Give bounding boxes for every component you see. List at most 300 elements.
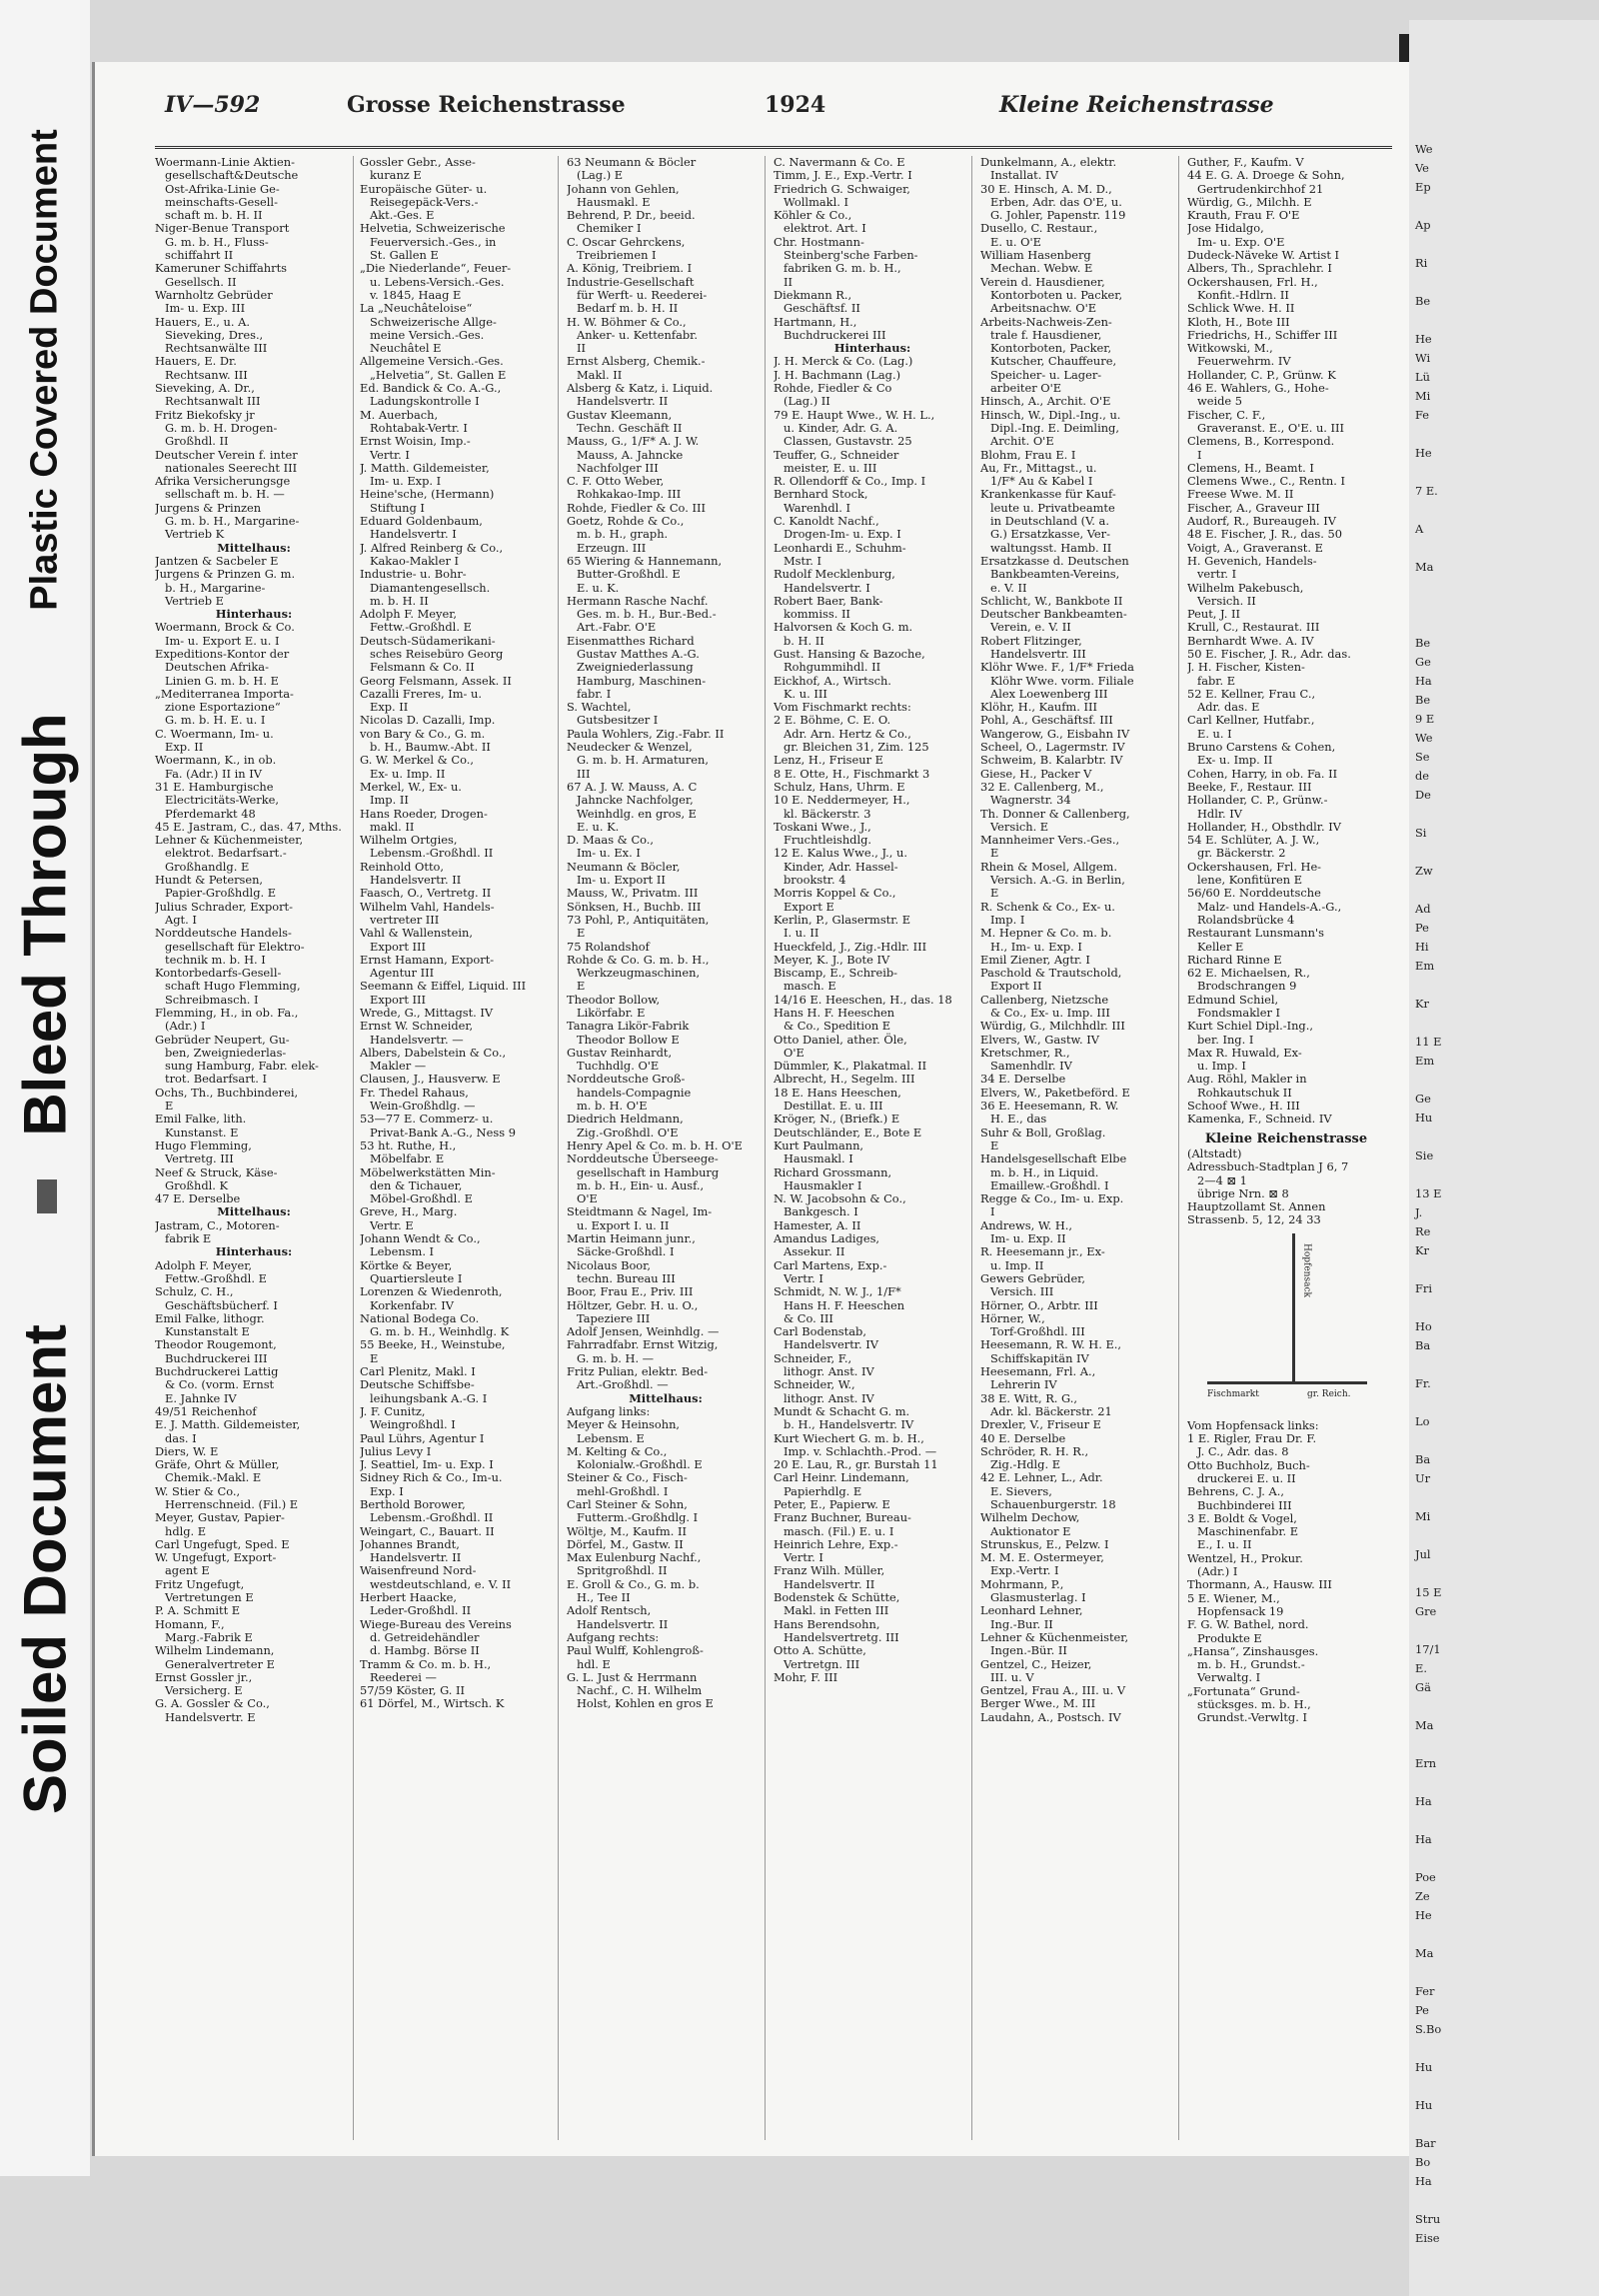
label-separator <box>37 1179 57 1213</box>
section-heading: Hinterhaus: <box>833 341 911 356</box>
entry-continuation: u. Kinder, Adr. G. A. <box>784 420 898 435</box>
entry-continuation: Großhdl. K <box>165 1177 229 1192</box>
entry-continuation: Vertr. I <box>784 1550 823 1565</box>
entry-continuation: Vertrieb K <box>165 527 225 542</box>
directory-entry: (Altstadt) <box>1187 1146 1242 1160</box>
entry-continuation: Handelsvertr. II <box>577 1616 669 1631</box>
directory-entry: Martin Heimann junr., <box>567 1231 696 1246</box>
directory-entry: C. Oscar Gehrckens, <box>567 234 686 249</box>
directory-entry: Nicolas D. Cazalli, Imp. <box>360 713 496 728</box>
edge-fragment <box>1409 805 1599 824</box>
directory-entry: Timm, J. E., Exp.-Vertr. I <box>774 168 912 183</box>
directory-entry: Au, Fr., Mittagst., u. <box>980 460 1097 475</box>
entry-continuation: makl. II <box>370 819 415 834</box>
directory-entry: Jastram, C., Motoren- <box>155 1217 280 1232</box>
directory-entry: Carl Plenitz, Makl. I <box>360 1364 476 1379</box>
directory-entry: Elvers, W., Paketbeförd. E <box>980 1085 1130 1100</box>
edge-fragment <box>1409 539 1599 558</box>
directory-entry: P. A. Schmitt E <box>155 1603 241 1618</box>
directory-entry: Gossler Gebr., Asse- <box>360 156 476 169</box>
directory-entry: Klöhr, H., Kaufm. III <box>980 700 1097 715</box>
directory-entry: Rohde, Fiedler & Co <box>774 381 892 396</box>
entry-continuation: E. u. K. <box>577 819 620 834</box>
entry-continuation: Mstr. I <box>784 553 822 568</box>
directory-entry: Homann, F., <box>155 1616 225 1631</box>
entry-continuation: Geschäftsbücherf. I <box>165 1297 278 1312</box>
directory-entry: 48 E. Fischer, J. R., das. 50 <box>1187 527 1342 542</box>
entry-continuation: H., Tee II <box>577 1590 631 1605</box>
directory-entry: Fritz Pulian, elektr. Bed- <box>567 1364 709 1379</box>
edge-fragment: Ad <box>1415 902 1431 916</box>
entry-continuation: Handelsvertr. II <box>577 394 669 409</box>
edge-fragment: De <box>1415 788 1431 802</box>
entry-continuation: Im- u. Exp. I <box>370 474 442 489</box>
directory-entry: Sieveking, A. Dr., <box>155 381 255 396</box>
entry-continuation: Vertretgn. III <box>784 1656 860 1671</box>
directory-entry: Schneider, F., <box>774 1350 852 1365</box>
directory-entry: Neef & Struck, Käse- <box>155 1164 278 1179</box>
directory-entry: Jose Hidalgo, <box>1187 221 1264 236</box>
map-label-street: Hopfensack <box>1301 1242 1312 1297</box>
entry-continuation: leute u. Privatbeamte <box>990 500 1115 515</box>
entry-continuation: Möbelfabr. E <box>370 1151 445 1166</box>
bleed-through-label: Bleed Through <box>11 713 79 1137</box>
directory-year: 1924 <box>765 92 826 118</box>
entry-continuation: Herrenschneid. (Fil.) E <box>165 1496 299 1511</box>
entry-continuation: d. Hambg. Börse II <box>370 1643 480 1658</box>
directory-entry: Teuffer, G., Schneider <box>774 447 899 462</box>
directory-entry: 53 ht. Ruthe, H., <box>360 1138 457 1152</box>
entry-continuation: in Deutschland (V. a. <box>990 514 1109 529</box>
directory-entry: Clemens Wwe., C., Rentn. I <box>1187 474 1345 489</box>
directory-entry: Diedrich Heldmann, <box>567 1112 684 1127</box>
edge-fragment: Ha <box>1415 1832 1432 1846</box>
entry-continuation: Marg.-Fabrik E <box>165 1629 253 1644</box>
map-street-line <box>1292 1233 1295 1383</box>
edge-fragment: Ep <box>1415 180 1431 194</box>
directory-entry: Mohrmann, P., <box>980 1576 1064 1591</box>
edge-fragment <box>1409 1431 1599 1450</box>
directory-entry: Wilhelm Dechow, <box>980 1510 1080 1525</box>
entry-continuation: m. b. H., Ein- u. Ausf., <box>577 1177 705 1192</box>
entry-continuation: Hausmakl. E <box>577 194 651 209</box>
entry-continuation: sches Reisebüro Georg <box>370 646 504 661</box>
entry-continuation: Korkenfabr. IV <box>370 1297 454 1312</box>
directory-entry: Kamenka, F., Schneid. IV <box>1187 1112 1332 1127</box>
directory-entry: Schoof Wwe., H. III <box>1187 1099 1300 1114</box>
entry-continuation: Vertr. E <box>370 1217 414 1232</box>
directory-entry: Allgemeine Versich.-Ges. <box>360 354 504 369</box>
directory-entry: Hinsch, W., Dipl.-Ing., u. <box>980 407 1121 422</box>
entry-continuation: Brodschrangen 9 <box>1197 979 1297 994</box>
entry-continuation: Ost-Afrika-Linie Ge- <box>165 181 280 196</box>
directory-entry: Adolph F. Meyer, <box>155 1257 253 1272</box>
edge-fragment: Bo <box>1415 2155 1431 2169</box>
directory-entry: Kloth, H., Bote III <box>1187 314 1290 329</box>
directory-entry: Dümmler, K., Plakatmal. II <box>774 1059 927 1074</box>
directory-entry: Boor, Frau E., Priv. III <box>567 1284 694 1299</box>
directory-entry: Restaurant Lunsmann's <box>1187 926 1324 941</box>
directory-entry: 50 E. Fischer, J. R., Adr. das. <box>1187 646 1351 661</box>
entry-continuation: Im- u. Export E. u. I <box>165 633 280 648</box>
directory-entry: Drexler, V., Friseur E <box>980 1417 1101 1432</box>
entry-continuation: Fettw.-Großhdl. E <box>370 620 472 635</box>
directory-entry: Norddeutsche Groß- <box>567 1072 686 1087</box>
entry-continuation: Ing.-Bur. II <box>990 1616 1053 1631</box>
directory-entry: Carl Heinr. Lindemann, <box>774 1470 909 1485</box>
directory-entry: R. Ollendorff & Co., Imp. I <box>774 474 926 489</box>
entry-continuation: (Adr.) I <box>165 1019 206 1034</box>
edge-fragment <box>1409 1526 1599 1545</box>
directory-entry: Elvers, W., Gastw. IV <box>980 1032 1099 1047</box>
directory-entry: Bernhard Stock, <box>774 487 868 502</box>
directory-entry: Guther, F., Kaufm. V <box>1187 156 1304 169</box>
directory-entry: 2 E. Böhme, C. E. O. <box>774 713 891 728</box>
directory-entry: Neudecker & Wenzel, <box>567 740 693 755</box>
entry-continuation: Fa. (Adr.) II in IV <box>165 766 262 781</box>
directory-entry: Friedrichs, H., Schiffer III <box>1187 327 1338 342</box>
entry-continuation: schiffahrt II <box>165 248 234 263</box>
entry-continuation: b. H., Handelsvertr. IV <box>784 1417 914 1432</box>
edge-fragment: Lo <box>1415 1414 1430 1428</box>
directory-entry: Herbert Haacke, <box>360 1590 457 1605</box>
entry-continuation: Neuchâtel E <box>370 341 442 356</box>
directory-entry: Otto Buchholz, Buch- <box>1187 1457 1310 1472</box>
entry-continuation: II <box>577 341 586 356</box>
directory-entry: Köhler & Co., <box>774 208 852 223</box>
directory-entry: Norddeutsche Überseege- <box>567 1151 719 1166</box>
directory-entry: Hugo Flemming, <box>155 1138 252 1152</box>
directory-entry: C. Navermann & Co. E <box>774 156 905 169</box>
directory-entry: Dudeck-Näveke W. Artist I <box>1187 248 1340 263</box>
directory-entry: 75 Rolandshof <box>567 939 650 954</box>
edge-fragment: A <box>1415 522 1424 536</box>
entry-continuation: trot. Bedarfsart. I <box>165 1072 267 1087</box>
edge-fragment: 13 E <box>1415 1186 1442 1200</box>
directory-entry: Schmidt, N. W. J., 1/F* <box>774 1284 901 1299</box>
directory-entry: Julius Schrader, Export- <box>155 899 293 914</box>
directory-entry: Gust. Hansing & Bazoche, <box>774 646 925 661</box>
edge-fragment <box>1409 881 1599 900</box>
directory-entry: Thormann, A., Hausw. III <box>1187 1577 1332 1592</box>
entry-continuation: Quartiersleute I <box>370 1270 463 1285</box>
entry-continuation: Diamantengesellsch. <box>370 580 491 595</box>
section-heading: Mittelhaus: <box>629 1390 703 1405</box>
entry-continuation: hdlg. E <box>165 1523 207 1538</box>
directory-entry: „Die Niederlande“, Feuer- <box>360 261 512 276</box>
directory-entry: Otto A. Schütte, <box>774 1643 866 1658</box>
entry-continuation: Lebensm.-Großhdl. II <box>370 846 494 861</box>
entry-continuation: Weinhdlg. en gros, E <box>577 806 697 821</box>
directory-entry: W. Stier & Co., <box>155 1483 241 1498</box>
directory-entry: Rohde, Fiedler & Co. III <box>567 500 706 515</box>
edge-fragment: Pe <box>1415 2003 1429 2017</box>
directory-entry: Ockershausen, Frl. He- <box>1187 859 1322 874</box>
edge-fragment: Hu <box>1415 2060 1433 2074</box>
directory-entry: Lorenzen & Wiedenroth, <box>360 1284 503 1299</box>
entry-continuation: v. 1845, Haag E <box>370 287 462 302</box>
entry-continuation: Theodor Bollow E <box>577 1032 680 1047</box>
entry-continuation: Ges. m. b. H., Bur.-Bed.- <box>577 607 717 622</box>
directory-entry: Fritz Biekofsky jr <box>155 407 255 422</box>
edge-fragment: Hi <box>1415 940 1429 954</box>
edge-fragment: Ur <box>1415 1471 1431 1485</box>
entry-continuation: Ex- u. Imp. II <box>370 766 446 781</box>
entry-continuation: 1/F* Au & Kabel I <box>990 474 1093 489</box>
directory-entry: Europäische Güter- u. <box>360 181 488 196</box>
directory-entry: 53—77 E. Commerz- u. <box>360 1112 494 1127</box>
directory-entry: Gewers Gebrüder, <box>980 1270 1086 1285</box>
entry-continuation: vertreter III <box>370 912 440 927</box>
directory-entry: Jurgens & Prinzen <box>155 500 262 515</box>
entry-continuation: u. Export I. u. II <box>577 1217 670 1232</box>
directory-entry: W. Ungefugt, Export- <box>155 1550 277 1565</box>
directory-entry: Toskani Wwe., J., <box>774 819 871 834</box>
adjacent-page-edge <box>1409 20 1599 2296</box>
entry-continuation: & Co. (vorm. Ernst <box>165 1377 275 1392</box>
edge-fragment <box>1409 2191 1599 2210</box>
entry-continuation: Handelsvertr. I <box>370 527 457 542</box>
edge-fragment: Zw <box>1415 864 1433 878</box>
directory-entry: Paul Wulff, Kohlengroß- <box>567 1643 704 1658</box>
entry-continuation: Reederei — <box>370 1669 437 1684</box>
entry-continuation: Zweigniederlassung <box>577 660 694 675</box>
column-3 <box>567 156 766 2140</box>
entry-continuation: Gertrudenkirchhof 21 <box>1197 181 1324 196</box>
entry-continuation: Lebensm.-Großhdl. II <box>370 1510 494 1525</box>
entry-continuation: stücksges. m. b. H., <box>1197 1696 1311 1711</box>
entry-continuation: E. Jahnke IV <box>165 1390 237 1405</box>
directory-entry: Johann von Gehlen, <box>567 181 680 196</box>
directory-entry: Deutschländer, E., Bote E <box>774 1125 922 1140</box>
entry-continuation: Vertr. I <box>370 447 410 462</box>
entry-continuation: Erben, Adr. das O'E, u. <box>990 194 1122 209</box>
directory-entry: Georg Felsmann, Assek. II <box>360 673 512 688</box>
directory-entry: J. H. Bachmann (Lag.) <box>774 367 901 382</box>
column-1 <box>155 156 354 2140</box>
entry-continuation: Verein, e. V. II <box>990 620 1071 635</box>
edge-fragment: 9 E <box>1415 712 1435 726</box>
directory-entry: 18 E. Hans Heeschen, <box>774 1085 901 1100</box>
edge-fragment <box>1409 976 1599 995</box>
entry-continuation: E. u. I <box>1197 726 1232 741</box>
directory-entry: Faasch, O., Vertretg. II <box>360 886 492 901</box>
directory-entry: 10 E. Neddermeyer, H., <box>774 793 910 808</box>
directory-entry: Alsberg & Katz, i. Liquid. <box>567 381 714 396</box>
directory-entry: Callenberg, Nietzsche <box>980 992 1109 1007</box>
directory-entry: Verein d. Hausdiener, <box>980 274 1105 289</box>
entry-continuation: Hans H. F. Heeschen <box>784 1297 905 1312</box>
entry-continuation: E. u. K. <box>577 580 620 595</box>
entry-continuation: G. m. b. H., Weinhdlg. K <box>370 1324 510 1339</box>
directory-entry: Rhein & Mosel, Allgem. <box>980 859 1117 874</box>
directory-entry: Albers, Th., Sprachlehr. I <box>1187 261 1332 276</box>
entry-continuation: hdl. E <box>577 1656 611 1671</box>
entry-continuation: für Werft- u. Reederei- <box>577 287 708 302</box>
directory-entry: 3 E. Boldt & Vogel, <box>1187 1510 1297 1525</box>
entry-continuation: (Adr.) I <box>1197 1564 1238 1579</box>
entry-continuation: Versich. A.-G. in Berlin, <box>990 873 1125 888</box>
directory-entry: N. W. Jacobsohn & Co., <box>774 1191 906 1206</box>
directory-entry: 31 E. Hamburgische <box>155 779 274 794</box>
directory-entry: Deutscher Bankbeamten- <box>980 607 1127 622</box>
directory-entry: 55 Beeke, H., Weinstube, <box>360 1337 506 1352</box>
entry-continuation: Holst, Kohlen en gros E <box>577 1696 714 1711</box>
directory-entry: Dunkelmann, A., elektr. <box>980 156 1117 169</box>
entry-continuation: E <box>990 1138 999 1152</box>
directory-entry: C. Kanoldt Nachf., <box>774 514 879 529</box>
directory-entry: Franz Buchner, Bureau- <box>774 1510 911 1525</box>
edge-fragment <box>1409 1564 1599 1583</box>
entry-continuation: b. H., Baumw.-Abt. II <box>370 740 491 755</box>
directory-entry: Industrie- u. Bohr- <box>360 567 467 582</box>
entry-continuation: & Co. III <box>784 1310 833 1325</box>
entry-continuation: G. m. b. H., Margarine- <box>165 514 300 529</box>
entry-continuation: Nachf., C. H. Wilhelm <box>577 1683 703 1698</box>
entry-continuation: Schreibmasch. I <box>165 992 259 1007</box>
soiled-document-label: Soiled Document <box>11 1323 79 1815</box>
directory-entry: Goetz, Rohde & Co., <box>567 514 685 529</box>
entry-continuation: E <box>577 979 586 994</box>
entry-continuation: K. u. III <box>784 686 827 701</box>
directory-entry: Krauth, Frau F. O'E <box>1187 208 1300 223</box>
directory-entry: Hartmann, H., <box>774 314 857 329</box>
directory-entry: 32 E. Callenberg, M., <box>980 779 1104 794</box>
directory-entry: 62 E. Michaelsen, R., <box>1187 966 1310 981</box>
directory-entry: G. A. Gossler & Co., <box>155 1696 270 1711</box>
directory-entry: Peut, J. II <box>1187 607 1240 622</box>
section-heading: Hinterhaus: <box>215 607 293 622</box>
directory-entry: Hinsch, A., Archit. O'E <box>980 394 1111 409</box>
directory-entry: Lehner & Küchenmeister, <box>980 1629 1129 1644</box>
entry-continuation: Schiffskapitän IV <box>990 1350 1089 1365</box>
entry-continuation: Im- u. Exp. O'E <box>1197 234 1285 249</box>
entry-continuation: Handelsvertr. — <box>370 1032 464 1047</box>
entry-continuation: elektrot. Bedarfsart.- <box>165 846 287 861</box>
edge-fragment: Ern <box>1415 1756 1437 1770</box>
edge-fragment <box>1409 1488 1599 1507</box>
entry-continuation: schaft m. b. H. II <box>165 208 263 223</box>
edge-fragment <box>1409 197 1599 216</box>
directory-entry: S. Wachtel, <box>567 700 632 715</box>
directory-entry: Hamester, A. II <box>774 1217 861 1232</box>
directory-entry: 46 E. Wahlers, G., Hohe- <box>1187 381 1329 396</box>
entry-continuation: Fondsmakler I <box>1197 1006 1281 1020</box>
directory-entry: Woermann, K., in ob. <box>155 753 277 768</box>
directory-entry: Audorf, R., Bureaugeh. IV <box>1187 514 1337 529</box>
directory-entry: Carl Kellner, Hutfabr., <box>1187 713 1315 728</box>
directory-entry: Suhr & Boll, Großlag. <box>980 1125 1106 1140</box>
entry-continuation: Lebensm. E <box>577 1430 645 1445</box>
directory-entry: Richard Grossmann, <box>774 1164 892 1179</box>
directory-entry: Berger Wwe., M. III <box>980 1696 1096 1711</box>
directory-entry: Arbeits-Nachweis-Zen- <box>980 314 1112 329</box>
directory-entry: Diers, W. E <box>155 1443 219 1458</box>
directory-entry: Schulz, C. H., <box>155 1284 234 1299</box>
entry-continuation: brookstr. 4 <box>784 873 846 888</box>
entry-continuation: Möbel-Großhdl. E <box>370 1191 473 1206</box>
directory-entry: Clemens, B., Korrespond. <box>1187 434 1335 449</box>
directory-entry: 40 E. Derselbe <box>980 1430 1066 1445</box>
directory-entry: Paula Wohlers, Zig.-Fabr. II <box>567 726 725 741</box>
directory-entry: Meyer & Heinsohn, <box>567 1417 681 1432</box>
entry-continuation: Tapeziere III <box>577 1310 651 1325</box>
directory-entry: Paul Lührs, Agentur I <box>360 1430 485 1445</box>
edge-fragment <box>1409 273 1599 292</box>
directory-entry: C. Woermann, Im- u. <box>155 726 274 741</box>
edge-fragment: Ma <box>1415 1718 1434 1732</box>
entry-continuation: übrige Nrn. ⊠ 8 <box>1197 1185 1289 1200</box>
entry-continuation: Handelsvertr. III <box>990 646 1086 661</box>
directory-entry: Emil Ziener, Agtr. I <box>980 952 1090 967</box>
directory-entry: Lehner & Küchenmeister, <box>155 833 304 848</box>
directory-entry: Ed. Bandick & Co. A.-G., <box>360 381 502 396</box>
entry-continuation: Alex Loewenberg III <box>990 686 1108 701</box>
entry-continuation: den & Tichauer, <box>370 1177 463 1192</box>
edge-fragment: Ba <box>1415 1338 1431 1352</box>
directory-entry: 47 E. Derselbe <box>155 1191 241 1206</box>
column-4 <box>774 156 972 2140</box>
scan-label-strip <box>0 0 90 2176</box>
entry-continuation: Adr. kl. Bäckerstr. 21 <box>990 1403 1112 1418</box>
entry-continuation: meine Versich.-Ges. <box>370 327 485 342</box>
entry-continuation: Gesellsch. II <box>165 274 237 289</box>
entry-continuation: u. Imp. I <box>1197 1059 1246 1074</box>
directory-entry: Gräfe, Ohrt & Müller, <box>155 1457 280 1472</box>
entry-continuation: ben, Zweigniederlas- <box>165 1045 287 1060</box>
directory-entry: Krankenkasse für Kauf- <box>980 487 1116 502</box>
directory-entry: 61 Dörfel, M., Wirtsch. K <box>360 1696 505 1711</box>
directory-entry: F. G. W. Bathel, nord. <box>1187 1617 1309 1632</box>
directory-entry: Cazalli Freres, Im- u. <box>360 686 482 701</box>
directory-entry: Körtke & Beyer, <box>360 1257 453 1272</box>
entry-continuation: gr. Bäckerstr. 2 <box>1197 846 1286 861</box>
entry-continuation: St. Gallen E <box>370 248 439 263</box>
directory-entry: Krull, C., Restaurat. III <box>1187 620 1320 635</box>
entry-continuation: G. m. b. H. Armaturen, <box>577 753 710 768</box>
directory-entry: Wilhelm Vahl, Handels- <box>360 899 495 914</box>
directory-entry: Hörner, O., Arbtr. III <box>980 1297 1098 1312</box>
edge-fragment: Ma <box>1415 560 1434 574</box>
entry-continuation: Buchbinderei III <box>1197 1497 1292 1512</box>
entry-continuation: m. b. H., graph. <box>577 527 669 542</box>
directory-entry: Morris Koppel & Co., <box>774 886 896 901</box>
entry-continuation: Makl. II <box>577 367 623 382</box>
directory-entry: Möbelwerkstätten Min- <box>360 1164 496 1179</box>
edge-fragment: E. <box>1415 1661 1427 1675</box>
entry-continuation: Vertr. I <box>784 1270 823 1285</box>
entry-continuation: Hausmakler I <box>784 1177 862 1192</box>
entry-continuation: Buchdruckerei III <box>784 327 886 342</box>
entry-continuation: Steinberg'sche Farben- <box>784 248 918 263</box>
directory-entry: Jurgens & Prinzen G. m. <box>155 567 296 582</box>
directory-entry: William Hasenberg <box>980 248 1091 263</box>
entry-continuation: Kutscher, Chauffeure, <box>990 354 1117 369</box>
directory-entry: Mannheimer Vers.-Ges., <box>980 833 1120 848</box>
entry-continuation: Jahncke Nachfolger, <box>577 793 694 808</box>
directory-entry: Mohr, F. III <box>774 1669 838 1684</box>
directory-entry: Expeditions-Kontor der <box>155 646 290 661</box>
directory-entry: Steiner & Co., Fisch- <box>567 1470 688 1485</box>
directory-entry: Emil Falke, lithogr. <box>155 1310 265 1325</box>
entry-continuation: meister, E. u. III <box>784 460 877 475</box>
entry-continuation: Fettw.-Großhdl. E <box>165 1270 267 1285</box>
entry-continuation: Art.-Großhdl. — <box>577 1377 669 1392</box>
directory-entry: Johannes Brandt, <box>360 1536 460 1551</box>
entry-continuation: Rohkautschuk II <box>1197 1085 1292 1100</box>
edge-fragment: Hu <box>1415 1111 1433 1125</box>
directory-entry: Wilhelm Ortgies, <box>360 833 458 848</box>
